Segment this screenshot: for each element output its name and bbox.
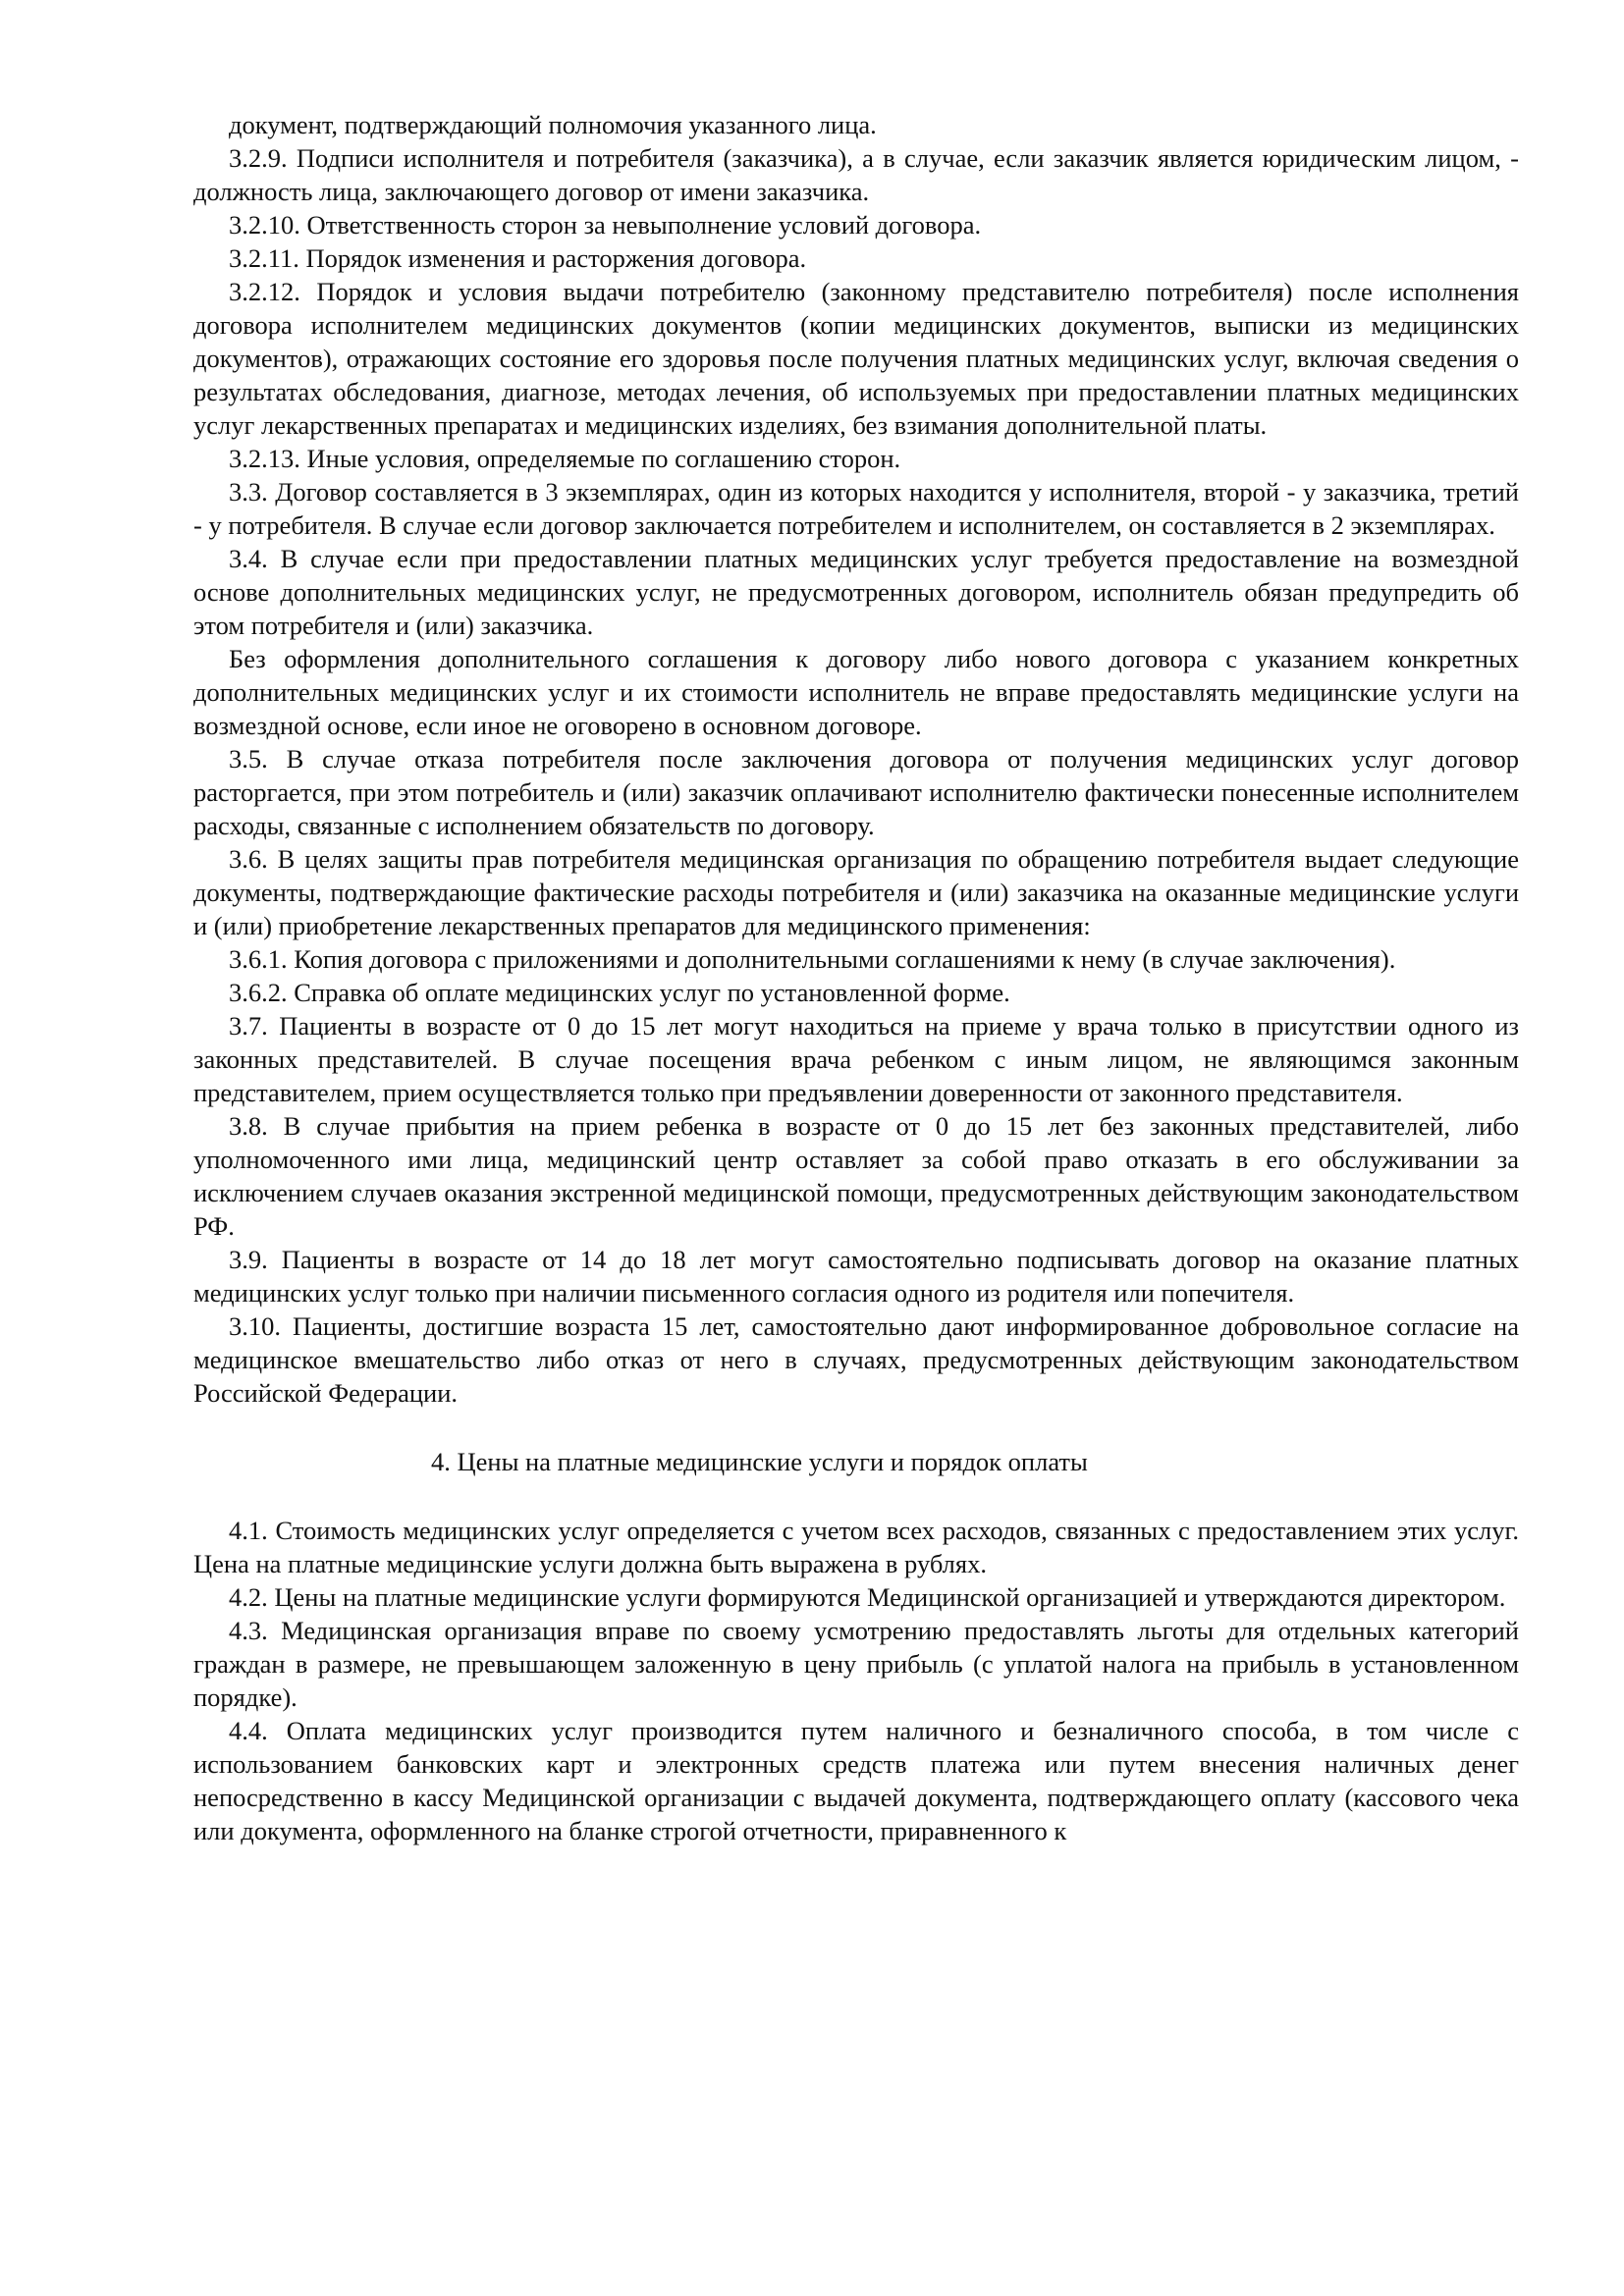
section-heading: 4. Цены на платные медицинские услуги и порядок оплаты	[431, 1447, 1088, 1476]
paragraph-3-3: 3.3. Договор составляется в 3 экземплярах, один из которых находится у исполнителя, второй - у заказчика, третий - у потребителя. В случае если договор заключается потребителем и исполнителем, он составляется в 2 экземплярах.	[193, 477, 1519, 540]
paragraph-3-7: 3.7. Пациенты в возрасте от 0 до 15 лет могут находиться на приеме у врача только в присутствии одного из законных представителей. В случае посещения врача ребенком с иным лицом, не являющимся законным представителем, прием осуществляется только при предъявлении доверенности от законного представителя.	[193, 1011, 1519, 1107]
paragraph-3-2-13: 3.2.13. Иные условия, определяемые по соглашению сторон.	[229, 444, 901, 473]
paragraph-3-2-12: 3.2.12. Порядок и условия выдачи потребителю (законному представителю потребителя) после исполнения договора исполнителем медицинских документов (копии медицинских документов, выписки из медицинских документов), отражающих состояние его здоровья после получения платных медицинских услуг, включая сведения о результатах обследования, диагнозе, методах лечения, об используемых при предоставлении платных медицинских услуг лекарственных препаратах и медицинских изделиях, без взимания дополнительной платы.	[193, 277, 1519, 440]
paragraph-3-5: 3.5. В случае отказа потребителя после заключения договора от получения медицинских услуг договор расторгается, при этом потребитель и (или) заказчик оплачивают исполнителю фактически понесенные исполнителем расходы, связанные с исполнением обязательств по договору.	[193, 744, 1519, 840]
paragraph-4-3: 4.3. Медицинская организация вправе по своему усмотрению предоставлять льготы для отдельных категорий граждан в размере, не превышающем заложенную в цену прибыль (с уплатой налога на прибыль в установленном порядке).	[193, 1616, 1519, 1712]
paragraph-3-10: 3.10. Пациенты, достигшие возраста 15 лет, самостоятельно дают информированное добровольное согласие на медицинское вмешательство либо отказ от него в случаях, предусмотренных действующим законодательством Российской Федерации.	[193, 1311, 1519, 1408]
paragraph-3-4: 3.4. В случае если при предоставлении платных медицинских услуг требуется предоставление на возмездной основе дополнительных медицинских услуг, не предусмотренных договором, исполнитель обязан предупредить об этом потребителя и (или) заказчика.	[193, 544, 1519, 640]
paragraph-3-8: 3.8. В случае прибытия на прием ребенка в возрасте от 0 до 15 лет без законных представителей, либо уполномоченного ими лица, медицинский центр оставляет за собой право отказать в его обслуживании за исключением случаев оказания экстренной медицинской помощи, предусмотренных действующим законодательством РФ.	[193, 1111, 1519, 1241]
paragraph-3-6: 3.6. В целях защиты прав потребителя медицинская организация по обращению потребителя выдает следующие документы, подтверждающие фактические расходы потребителя и (или) заказчика на оказанные медицинские услуги и (или) приобретение лекарственных препаратов для медицинского применения:	[193, 844, 1519, 940]
paragraph-3-9: 3.9. Пациенты в возрасте от 14 до 18 лет могут самостоятельно подписывать договор на оказание платных медицинских услуг только при наличии письменного согласия одного из родителя или попечителя.	[193, 1245, 1519, 1308]
paragraph-3-4-continued: Без оформления дополнительного соглашения к договору либо нового договора с указанием конкретных дополнительных медицинских услуг и их стоимости исполнитель не вправе предоставлять медицинские услуги на возмездной основе, если иное не оговорено в основном договоре.	[193, 644, 1519, 740]
paragraph-3-6-1: 3.6.1. Копия договора с приложениями и дополнительными соглашениями к нему (в случае заключения).	[229, 944, 1396, 974]
paragraph-4-2: 4.2. Цены на платные медицинские услуги формируются Медицинской организацией и утверждаются директором.	[229, 1582, 1506, 1612]
paragraph-4-1: 4.1. Стоимость медицинских услуг определяется с учетом всех расходов, связанных с предоставлением этих услуг. Цена на платные медицинские услуги должна быть выражена в рублях.	[193, 1516, 1519, 1578]
paragraph-3-6-2: 3.6.2. Справка об оплате медицинских услуг по установленной форме.	[229, 978, 1010, 1007]
paragraph-4-4: 4.4. Оплата медицинских услуг производится путем наличного и безналичного способа, в том числе с использованием банковских карт и электронных средств платежа или путем внесения наличных денег непосредственно в кассу Медицинской организации с выдачей документа, подтверждающего оплату (кассового чека или документа, оформленного на бланке строгой отчетности, приравненного к	[193, 1716, 1519, 1845]
paragraph-3-2-10: 3.2.10. Ответственность сторон за невыполнение условий договора.	[229, 210, 982, 240]
paragraph-3-2-9: 3.2.9. Подписи исполнителя и потребителя (заказчика), а в случае, если заказчик является юридическим лицом, - должность лица, заключающего договор от имени заказчика.	[193, 143, 1519, 206]
paragraph-0: документ, подтверждающий полномочия указанного лица.	[229, 110, 877, 139]
paragraph-3-2-11: 3.2.11. Порядок изменения и расторжения договора.	[229, 243, 807, 273]
document-page	[193, 108, 1519, 1847]
